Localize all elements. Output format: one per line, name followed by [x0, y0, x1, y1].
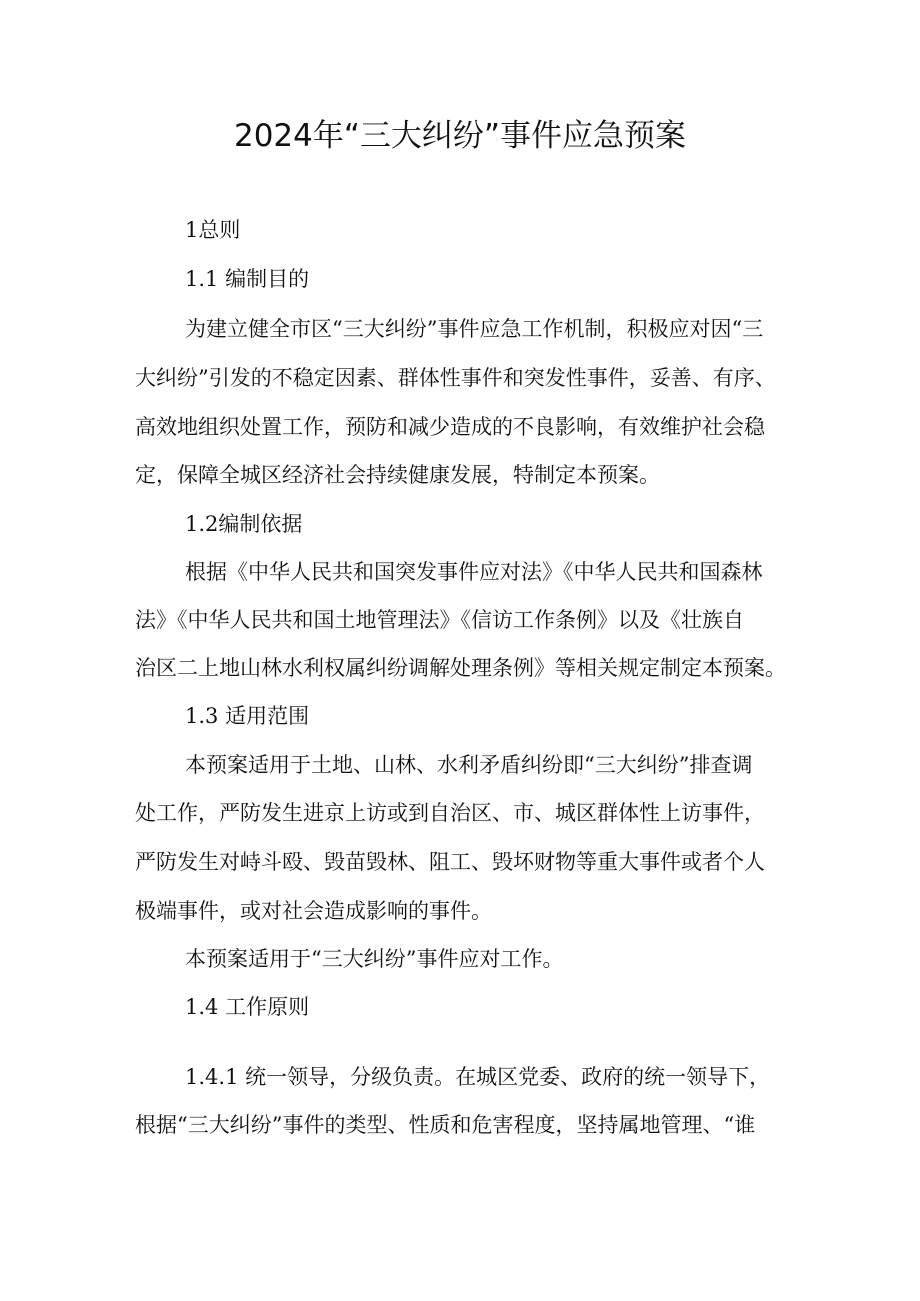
paragraph-line: 治区二上地山林水利权属纠纷调解处理条例》等相关规定制定本预案。: [135, 656, 786, 680]
paragraph-line: 处工作，严防发生进京上访或到自治区、市、城区群体性上访事件，: [135, 801, 765, 825]
paragraph-line: 1.4.1 统一领导，分级负责。在城区党委、政府的统一领导下，: [185, 1065, 771, 1089]
paragraph-line: 高效地组织处置工作，预防和减少造成的不良影响，有效维护社会稳: [135, 415, 765, 439]
paragraph-line: 法》《中华人民共和国土地管理法》《信访工作条例》以及《壮族自: [135, 608, 744, 632]
paragraph-line: 严防发生对峙斗殴、毁苗毁林、阻工、毁坏财物等重大事件或者个人: [135, 850, 765, 874]
paragraph-line: 根据《中华人民共和国突发事件应对法》《中华人民共和国森林: [185, 560, 763, 584]
section-heading-1-1: 1.1 编制目的: [185, 267, 310, 291]
paragraph-line: 本预案适用于“三大纠纷”事件应对工作。: [185, 947, 564, 971]
section-heading-1-2: 1.2编制依据: [185, 512, 303, 536]
section-heading-1: 1总则: [185, 218, 241, 242]
paragraph-line: 根据“三大纠纷”事件的类型、性质和危害程度，坚持属地管理、“谁: [135, 1113, 756, 1137]
section-heading-1-4: 1.4 工作原则: [185, 995, 310, 1019]
paragraph-line: 定，保障全城区经济社会持续健康发展，特制定本预案。: [135, 463, 660, 487]
document-title: 2024年“三大纠纷”事件应急预案: [233, 118, 686, 154]
paragraph-line: 极端事件，或对社会造成影响的事件。: [135, 899, 492, 923]
paragraph-line: 为建立健全市区“三大纠纷”事件应急工作机制，积极应对因“三: [185, 317, 764, 341]
paragraph-line: 大纠纷”引发的不稳定因素、群体性事件和突发性事件，妥善、有序、: [135, 366, 776, 390]
paragraph-line: 本预案适用于土地、山林、水利矛盾纠纷即“三大纠纷”排查调: [185, 753, 753, 777]
section-heading-1-3: 1.3 适用范围: [185, 704, 310, 728]
